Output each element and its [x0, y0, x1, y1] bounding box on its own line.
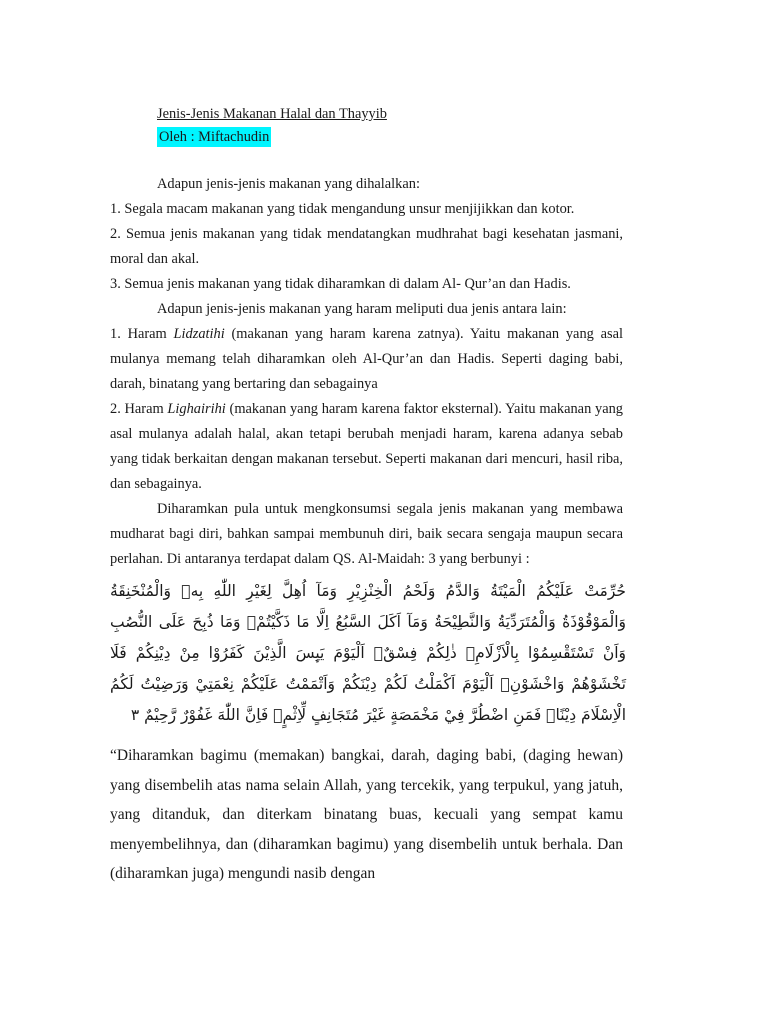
- halal-item-2: 2. Semua jenis makanan yang tidak mendatangkan mudhrahat bagi kesehatan jasmani, moral dan akal.: [110, 226, 623, 267]
- prohibition-paragraph: Diharamkan pula untuk mengkonsumsi segala jenis makanan yang membawa mudharat bagi diri, bahkan sampai membunuh diri, baik secara sengaja maupun secara perlahan. Di antaranya terdapat dalam QS. Al-Maidah: 3 yang berbunyi :: [110, 501, 623, 567]
- author-line: [157, 125, 623, 148]
- haram-1-prefix: 1. Haram: [110, 326, 174, 342]
- spacer: [110, 148, 623, 172]
- haram-item-1: [110, 322, 623, 397]
- halal-item-1: 1. Segala macam makanan yang tidak mengandung unsur menjijikkan dan kotor.: [110, 201, 575, 217]
- haram-item-2: [110, 397, 623, 497]
- haram-2-prefix: 2. Haram: [110, 401, 168, 417]
- haram-2-term: Lighairihi: [167, 401, 226, 417]
- arabic-verse: حُرِّمَتْ عَلَيْكُمُ الْمَيْتَةُ وَالدَّمُ وَلَحْمُ الْخِنْزِيْرِ وَمَآ اُهِلَّ لِغَيْرِ اللّٰهِ بِهٖ وَالْمُنْخَنِقَةُ وَالْمَوْقُوْذَةُ وَالْمُتَرَدِّيَةُ وَالنَّطِيْحَةُ وَمَآ اَكَلَ السَّبُعُ اِلَّا مَا ذَكَّيْتُمْۗ وَمَا ذُبِحَ عَلَى النُّصُبِ وَاَنْ تَسْتَقْسِمُوْا بِالْاَزْلَامِۗ ذٰلِكُمْ فِسْقٌۗ اَلْيَوْمَ يَىِٕسَ الَّذِيْنَ كَفَرُوْا مِنْ دِيْنِكُمْ فَلَا تَخْشَوْهُمْ وَاخْشَوْنِۗ اَلْيَوْمَ اَكْمَلْتُ لَكُمْ دِيْنَكُمْ وَاَتْمَمْتُ عَلَيْكُمْ نِعْمَتِيْ وَرَضِيْتُ لَكُمُ الْاِسْلَامَ دِيْنًاۗ فَمَنِ اضْطُرَّ فِيْ مَخْمَصَةٍ غَيْرَ مُتَجَانِفٍ لِّاِثْمٍۙ فَاِنَّ اللّٰهَ غَفُوْرٌ رَّحِيْمٌ ٣: [110, 582, 626, 724]
- intro-halal: Adapun jenis-jenis makanan yang dihalalkan:: [157, 176, 420, 192]
- title-line: [157, 103, 623, 125]
- halal-item-3: 3. Semua jenis makanan yang tidak diharamkan di dalam Al- Qur’an dan Hadis.: [110, 276, 571, 292]
- author-highlight: Oleh : Miftachudin: [159, 129, 270, 145]
- intro-haram: Adapun jenis-jenis makanan yang haram meliputi dua jenis antara lain:: [157, 301, 567, 317]
- verse-translation: “Diharamkan bagimu (memakan) bangkai, darah, daging babi, (daging hewan) yang disembelih atas nama selain Allah, yang tercekik, yang terpukul, yang jatuh, yang ditanduk, dan diterkam binatang buas, kecuali yang sempat kamu menyembelihnya, dan (diharamkan bagimu) yang disembelih untuk berhala. Dan (diharamkan juga) mengundi nasib dengan: [110, 747, 623, 882]
- document-title: Jenis-Jenis Makanan Halal dan Thayyib: [157, 106, 387, 122]
- haram-1-term: Lidzatihi: [173, 326, 225, 342]
- haram-1-text: (makanan yang haram karena zatnya). Yaitu makanan yang asal mulanya memang telah diharamkan oleh Al-Qur’an dan Hadis. Seperti daging babi, darah, binatang yang bertaring dan sebagainya: [110, 326, 623, 392]
- haram-2-text: (makanan yang haram karena faktor eksternal). Yaitu makanan yang asal mulanya adalah halal, akan tetapi berubah menjadi haram, karena adanya sebab yang tidak berkaitan dengan makanan tersebut. Seperti makanan dari mencuri, hasil riba, dan sebagainya.: [110, 401, 623, 492]
